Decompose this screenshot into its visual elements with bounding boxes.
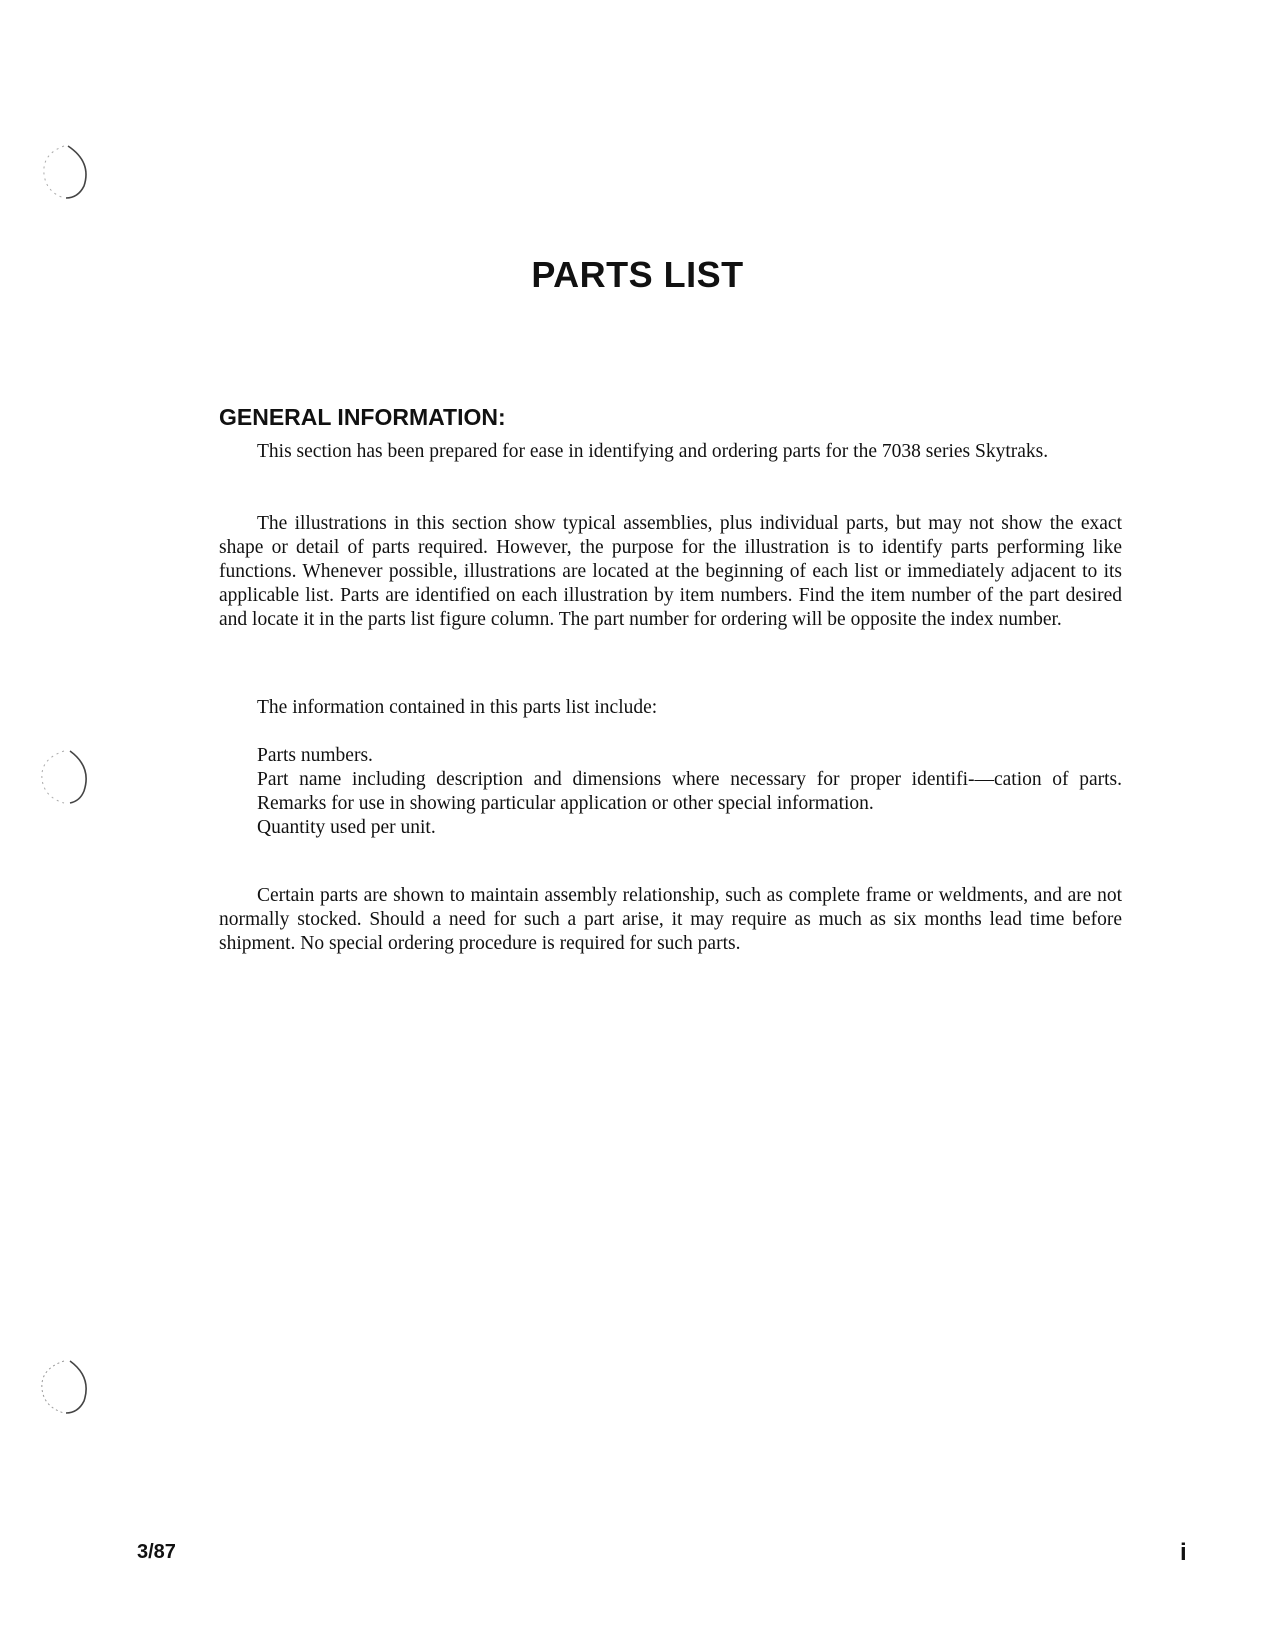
list-item-quantity: Quantity used per unit. [257,817,436,838]
paragraph-illustrations: The illustrations in this section show typical assemblies, plus individual parts, but may not show the exact shape or detail of parts required. However, the purpose for the illustration is to identify parts performing like functions. Whenever possible, illustrations are located at the beginning of each list or immediately adjacent to its applicable list. Parts are identified on each illustration by item numbers. Find the item number of the part desired and locate it in the parts list figure column. The part number for ordering will be opposite the index number. [219,513,1122,630]
punch-hole-middle-icon [34,745,94,809]
punch-hole-bottom-icon [34,1355,94,1419]
section-heading: GENERAL INFORMATION: [219,404,506,430]
paragraph-intro: This section has been prepared for ease in identifying and ordering parts for the 7038 series Skytraks. [257,441,1049,462]
footer-date: 3/87 [137,1541,176,1563]
paragraph-information-contained: The information contained in this parts list include: [257,697,658,718]
punch-hole-top-icon [34,140,94,204]
information-list [257,744,1122,840]
paragraph-certain-parts: Certain parts are shown to maintain assembly relationship, such as complete frame or weldments, and are not normally stocked. Should a need for such a part arise, it may require as much as six months lead time before shipment. No special ordering procedure is required for such parts. [219,885,1122,954]
list-item-part-name: Part name including description and dimensions where necessary for proper identifi-—cation of parts. Remarks for use in showing particular application or other special information. [257,769,1122,814]
list-item-parts-numbers: Parts numbers. [257,745,373,766]
footer-page-number: i [1180,1539,1187,1566]
page-title: PARTS LIST [531,254,744,295]
